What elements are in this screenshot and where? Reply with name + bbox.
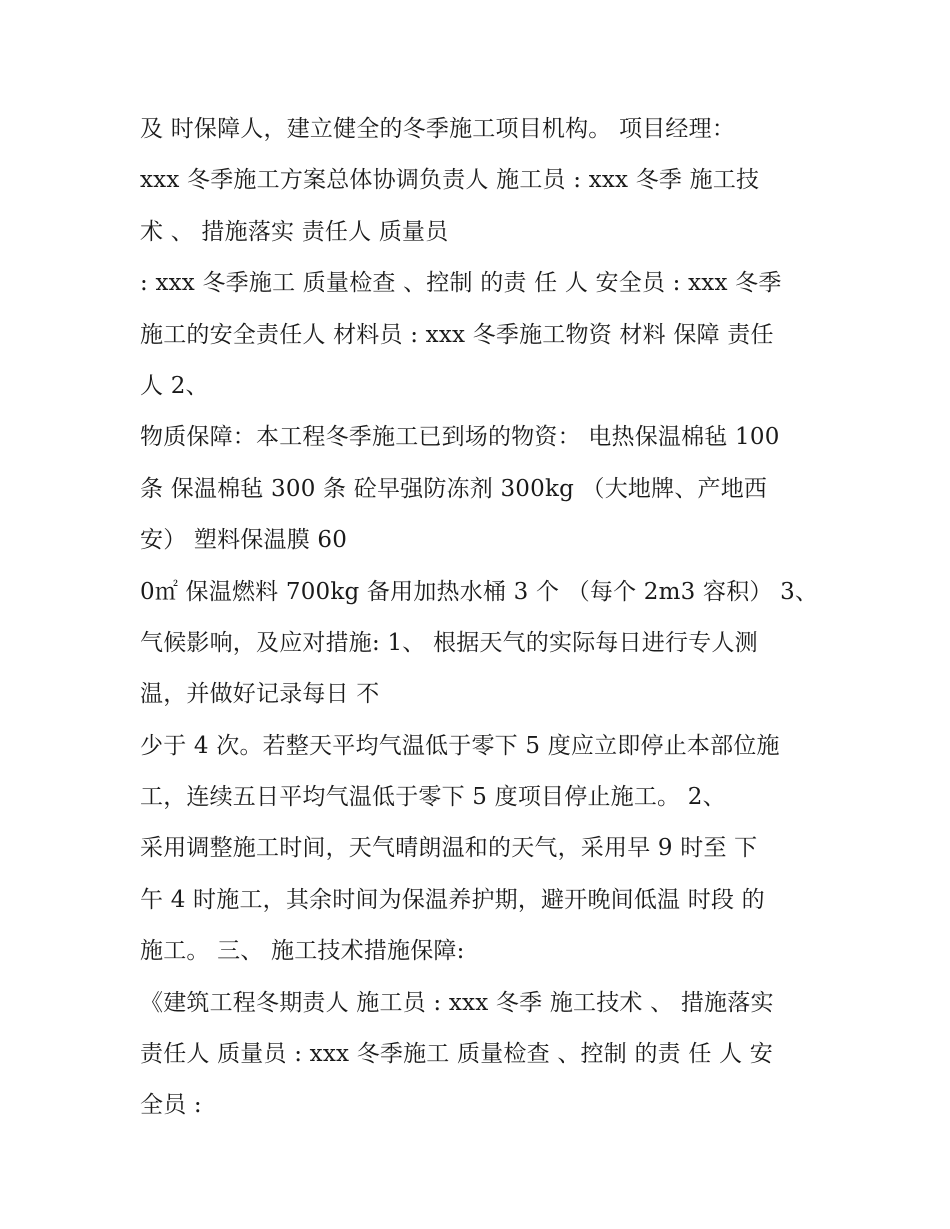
text-line: 全员 : [140,1092,202,1119]
text-line: xxx 冬季施工方案总体协调负责人 施工员 : xxx 冬季 施工技 [140,167,760,194]
text-line: 工，连续五日平均气温低于零下 5 度项目停止施工。 2、 [140,784,726,811]
text-line: 气候影响，及应对措施: 1、 根据天气的实际每日进行专人测 [140,629,758,656]
text-line: 午 4 时施工，其余时间为保温养护期，避开晚间低温 时段 的 [140,886,765,913]
text-line: 术 、 措施落实 责任人 质量员 [140,218,449,245]
text-line: 《建筑工程冬期责人 施工员 : xxx 冬季 施工技术 、 措施落实 [140,989,774,1016]
text-line: 条 保温棉毡 300 条 砼早强防冻剂 300kg （大地牌、产地西 [140,475,768,502]
document-body [140,104,830,1132]
text-line: 责任人 质量员 : xxx 冬季施工 质量检查 、控制 的责 任 人 安 [140,1041,773,1068]
text-line: 0㎡ 保温燃料 700kg 备用加热水桶 3 个 （每个 2m3 容积） 3、 [140,578,819,605]
text-line: 少于 4 次。若整天平均气温低于零下 5 度应立即停止本部位施 [140,732,780,759]
text-line: 人 2、 [140,372,209,399]
text-line: 采用调整施工时间，天气晴朗温和的天气，采用早 9 时至 下 [140,835,758,862]
text-line: : xxx 冬季施工 质量检查 、控制 的责 任 人 安全员 : xxx 冬季 [140,270,782,297]
text-line: 及 时保障人，建立健全的冬季施工项目机构。 项目经理： [140,116,736,142]
text-line: 温，并做好记录每日 不 [140,681,380,708]
text-line: 安） 塑料保温膜 60 [140,527,348,554]
text-line: 施工的安全责任人 材料员 : xxx 冬季施工物资 材料 保障 责任 [140,321,774,348]
text-line: 物质保障：本工程冬季施工已到场的物资： 电热保温棉毡 100 [140,424,780,451]
text-line: 施工。 三、 施工技术措施保障: [140,938,465,965]
